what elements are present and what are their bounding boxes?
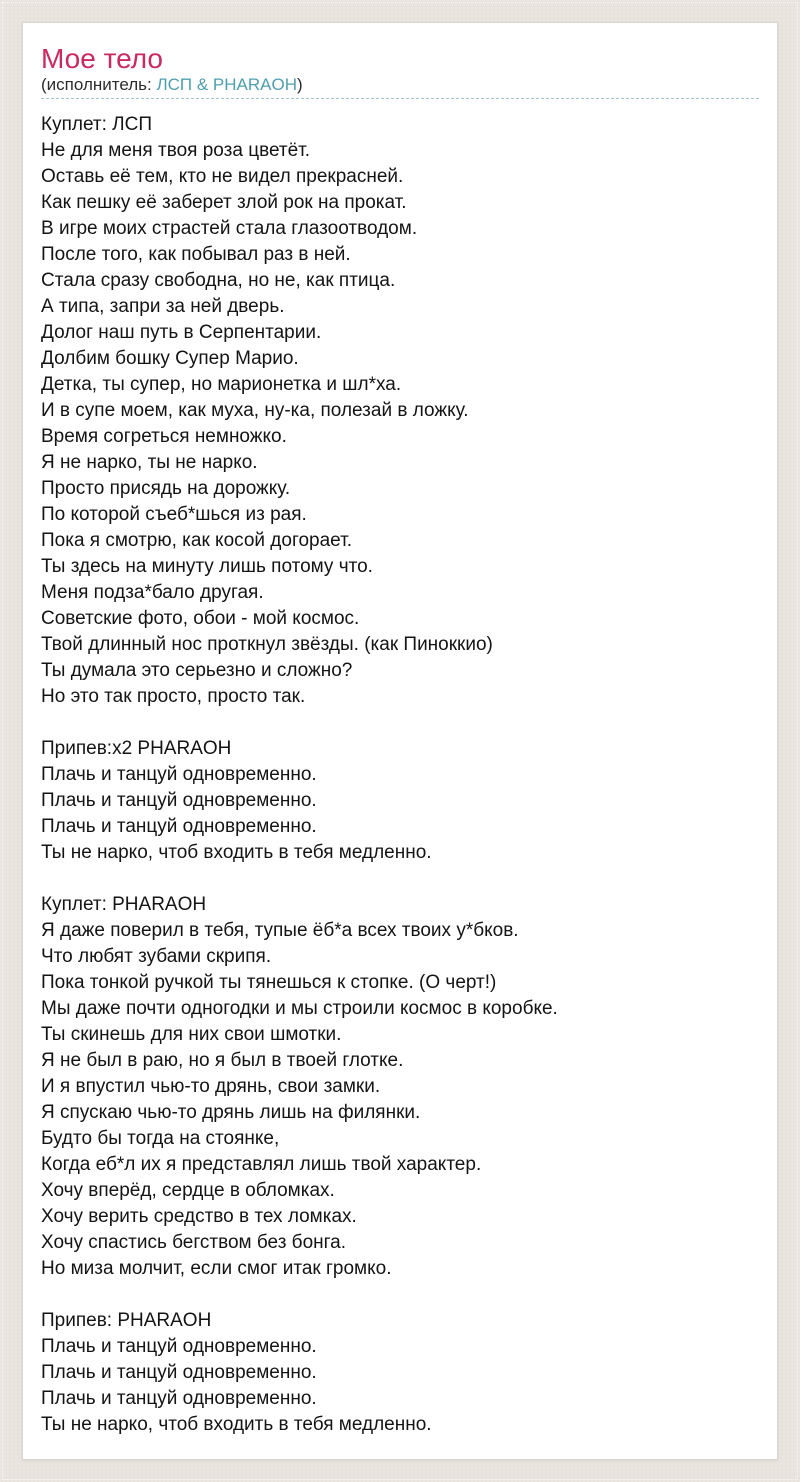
lyrics-line: Плачь и танцуй одновременно.	[41, 1362, 317, 1383]
lyrics-line: Когда еб*л их я представлял лишь твой характер.	[41, 1154, 482, 1175]
lyrics-line: Пока тонкой ручкой ты тянешься к стопке. (О черт!)	[41, 972, 497, 993]
lyrics-line: И в супе моем, как муха, ну-ка, полезай в ложку.	[41, 400, 469, 421]
lyrics-line: Твой длинный нос проткнул звёзды. (как Пиноккио)	[41, 634, 493, 655]
lyrics-line: Время согреться немножко.	[41, 426, 287, 447]
lyrics-line: Плачь и танцуй одновременно.	[41, 764, 317, 785]
lyrics-line: Оставь её тем, кто не видел прекрасней.	[41, 166, 404, 187]
lyrics-line: Плачь и танцуй одновременно.	[41, 790, 317, 811]
lyrics-line: Ты скинешь для них свои шмотки.	[41, 1024, 342, 1045]
lyrics-line: Не для меня твоя роза цветёт.	[41, 140, 311, 161]
artist-close-paren: )	[296, 75, 303, 94]
lyrics-line: Будто бы тогда на стоянке,	[41, 1128, 280, 1149]
stanza	[41, 112, 759, 710]
lyrics-line: Припев: PHARAOH	[41, 1310, 212, 1331]
lyrics-line: Куплет: PHARAOH	[41, 894, 207, 915]
lyrics-line: Мы даже почти одногодки и мы строили космос в коробке.	[41, 998, 558, 1019]
lyrics-line: Я не был в раю, но я был в твоей глотке.	[41, 1050, 404, 1071]
lyrics-line: В игре моих страстей стала глазоотводом.	[41, 218, 418, 239]
lyrics-line: Ты думала это серьезно и сложно?	[41, 660, 353, 681]
lyrics-line: А типа, запри за ней дверь.	[41, 296, 285, 317]
lyrics-line: Долог наш путь в Серпентарии.	[41, 322, 322, 343]
artist-link[interactable]: ЛСП & PHARAOH	[156, 75, 297, 94]
lyrics-line: Ты здесь на минуту лишь потому что.	[41, 556, 373, 577]
lyrics-line: Хочу верить средство в тех ломках.	[41, 1206, 357, 1227]
artist-label: (исполнитель:	[41, 75, 152, 94]
lyrics-line: Ты не нарко, чтоб входить в тебя медленно.	[41, 842, 432, 863]
lyrics-line: Долбим бошку Супер Марио.	[41, 348, 299, 369]
lyrics-line: Но миза молчит, если смог итак громко.	[41, 1258, 392, 1279]
lyrics-line: Я спускаю чью-то дрянь лишь на филянки.	[41, 1102, 421, 1123]
page-title: Мое тело	[41, 43, 163, 74]
lyrics-line: Пока я смотрю, как косой догорает.	[41, 530, 352, 551]
lyrics-line: Я не нарко, ты не нарко.	[41, 452, 258, 473]
lyrics-line: После того, как побывал раз в ней.	[41, 244, 351, 265]
lyrics-line: Меня подза*бало другая.	[41, 582, 264, 603]
lyrics-line: Припев:х2 PHARAOH	[41, 738, 232, 759]
stanza	[41, 736, 759, 866]
lyrics-line: И я впустил чью-то дрянь, свои замки.	[41, 1076, 381, 1097]
lyrics-line: Детка, ты супер, но марионетка и шл*ха.	[41, 374, 402, 395]
lyrics-line: Как пешку её заберет злой рок на прокат.	[41, 192, 407, 213]
lyrics-line: Ты не нарко, чтоб входить в тебя медленно.	[41, 1414, 432, 1435]
lyrics-card	[22, 22, 778, 1460]
artist-line	[41, 75, 759, 99]
lyrics-line: Плачь и танцуй одновременно.	[41, 816, 317, 837]
lyrics-line: Плачь и танцуй одновременно.	[41, 1336, 317, 1357]
lyrics-text	[41, 112, 759, 1438]
lyrics-line: Хочу спастись бегством без бонга.	[41, 1232, 346, 1253]
stanza	[41, 892, 759, 1282]
lyrics-line: Я даже поверил в тебя, тупые ёб*а всех твоих у*бков.	[41, 920, 519, 941]
lyrics-line: Стала сразу свободна, но не, как птица.	[41, 270, 396, 291]
lyrics-line: Хочу вперёд, сердце в обломках.	[41, 1180, 335, 1201]
lyrics-line: Плачь и танцуй одновременно.	[41, 1388, 317, 1409]
lyrics-line: По которой съеб*шься из рая.	[41, 504, 307, 525]
lyrics-line: Куплет: ЛСП	[41, 114, 152, 135]
lyrics-line: Советские фото, обои - мой космос.	[41, 608, 360, 629]
stanza	[41, 1308, 759, 1438]
lyrics-line: Просто присядь на дорожку.	[41, 478, 291, 499]
lyrics-line: Но это так просто, просто так.	[41, 686, 306, 707]
lyrics-line: Что любят зубами скрипя.	[41, 946, 272, 967]
